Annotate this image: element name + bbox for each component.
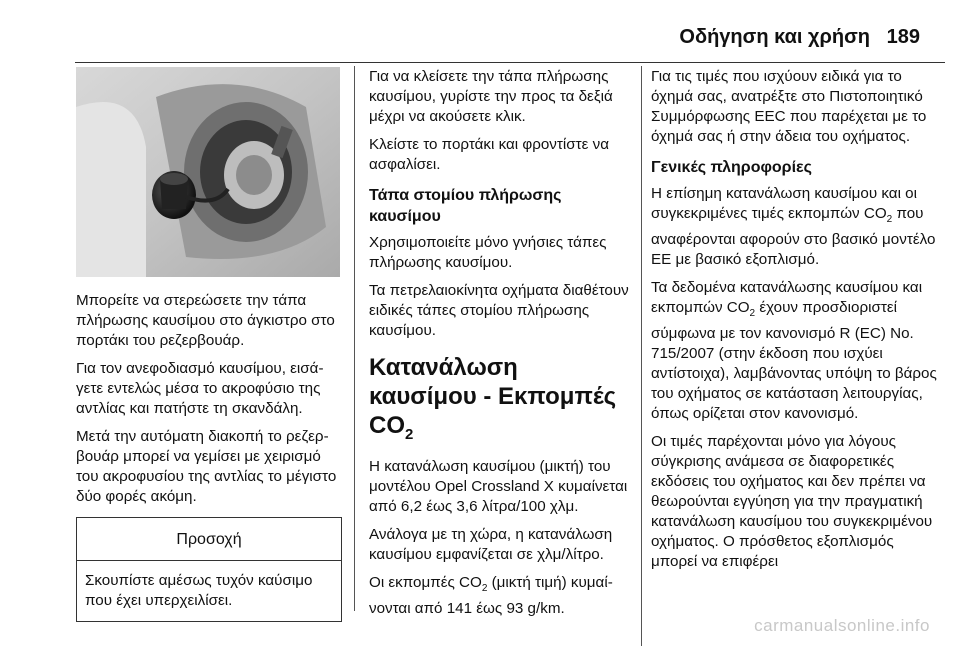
fuel-cap-photo	[76, 67, 340, 277]
caution-box	[76, 517, 342, 622]
text: Η επίσημη κατανάλωση καυσίμου και οι συγκεκριμένες τιμές εκπομπών CO	[651, 185, 918, 222]
paragraph	[369, 573, 631, 619]
column-divider-1	[354, 66, 355, 611]
paragraph: Για τον ανεφοδιασμό καυσίμου, εισάγετε εντελώς μέσα το ακροφύσιο της αντλίας και πατήστε τη σκανδάλη.	[76, 360, 324, 417]
paragraph: Μετά την αυτόματη διακοπή το ρεζερβουάρ μπορεί να γεμίσει με χειρισμό του ακροφυσίου της αντλίας το μέγιστο δύο φορές ακόμη.	[76, 428, 337, 505]
header-rule	[75, 62, 945, 63]
text: Οι εκπομπές CO	[369, 573, 482, 591]
subscript: 2	[405, 425, 414, 443]
text: έχουν προσδιοριστεί σύμφωνα με τον κανονισμό R (EC) No. 715/2007 (στην έκδοση που ισχύει αντίστοιχα), λαμβάνοντας υπόψη το βάρος του οχήματος σε κατάσταση λειτουργίας, όπως ορίζεται στον κανονισμό.	[651, 299, 937, 423]
column-divider-2	[641, 66, 642, 646]
paragraph	[651, 278, 940, 424]
section-heading-general: Γενικές πληροφορίες	[651, 159, 812, 176]
text: Τα δεδομένα κατανάλωσης καυσίμου και εκπομπών CO	[651, 279, 923, 317]
page-number: 189	[886, 26, 920, 48]
section-heading-fuel-cap: Τάπα στομίου πλήρωσης καυσίμου	[369, 187, 562, 225]
watermark: carmanualsonline.info	[754, 616, 930, 635]
text: που αναφέρονται αφορούν στο βασικό μοντέλο ΕΕ με βασικό εξοπλισμό.	[651, 205, 936, 269]
paragraph: Για τις τιμές που ισχύουν ειδικά για το όχημά σας, ανατρέξτε στο Πιστοποιητικό Συμμόρφωσης EEC που παρέχεται με το όχημά σας ή στην άδεια του οχήματος.	[651, 68, 927, 145]
paragraph: Η κατανάλωση καυσίμου (μικτή) του μοντέλου Opel Crossland X κυμαίνεται από 6,2 έως 3,6 λίτρα/100 χλμ.	[369, 457, 628, 515]
running-title: Οδήγηση και χρήση	[679, 26, 870, 48]
paragraph: Οι τιμές παρέχονται μόνο για λόγους σύγκρισης ανάμεσα σε διαφορετικές εκδόσεις του οχήματος και δεν πρέπει να θεωρούνται εγγύηση για την πραγματική κατανάλωση καυσίμου του συγκεκριμένου οχήματος. Ο πρόσθετος εξοπλισμός μπορεί να επιφέρει	[651, 433, 933, 571]
paragraph: Κλείστε το πορτάκι και φροντίστε να ασφαλίσει.	[369, 136, 609, 173]
paragraph: Τα πετρελαιοκίνητα οχήματα διαθέτουν ειδικές τάπες στομίου πλήρωσης καυσίμου.	[369, 282, 629, 339]
paragraph: Μπορείτε να στερεώσετε την τάπα πλήρωσης καυσίμου στο άγκιστρο στο πορτάκι του ρεζερβουάρ.	[76, 292, 335, 349]
heading-text: Κατανάλωση καυσίμου - Εκπομπές CO	[369, 354, 617, 439]
paragraph	[651, 184, 940, 270]
caution-body: Σκουπίστε αμέσως τυχόν καύσιμο που έχει υπερχειλίσει.	[85, 572, 313, 609]
subscript: 2	[481, 582, 488, 594]
subscript: 2	[886, 214, 893, 226]
paragraph: Ανάλογα με τη χώρα, η κατανάλωση καυσίμου εμφανίζεται σε χλμ/λίτρο.	[369, 525, 613, 563]
chapter-heading	[369, 353, 631, 449]
paragraph: Για να κλείσετε την τάπα πλήρωσης καυσίμου, γυρίστε την προς τα δεξιά μέχρι να ακούσετε κλικ.	[369, 68, 613, 125]
paragraph: Χρησιμοποιείτε μόνο γνήσιες τάπες πλήρωσης καυσίμου.	[369, 234, 607, 271]
text: (μικτή τιμή) κυμαίνονται από 141 έως 93 g/km.	[369, 573, 613, 617]
page-header	[0, 0, 960, 60]
column-2	[369, 67, 631, 627]
column-3	[651, 67, 940, 580]
column-1	[76, 67, 344, 622]
subscript: 2	[749, 308, 756, 320]
caution-title: Προσοχή	[77, 518, 341, 561]
